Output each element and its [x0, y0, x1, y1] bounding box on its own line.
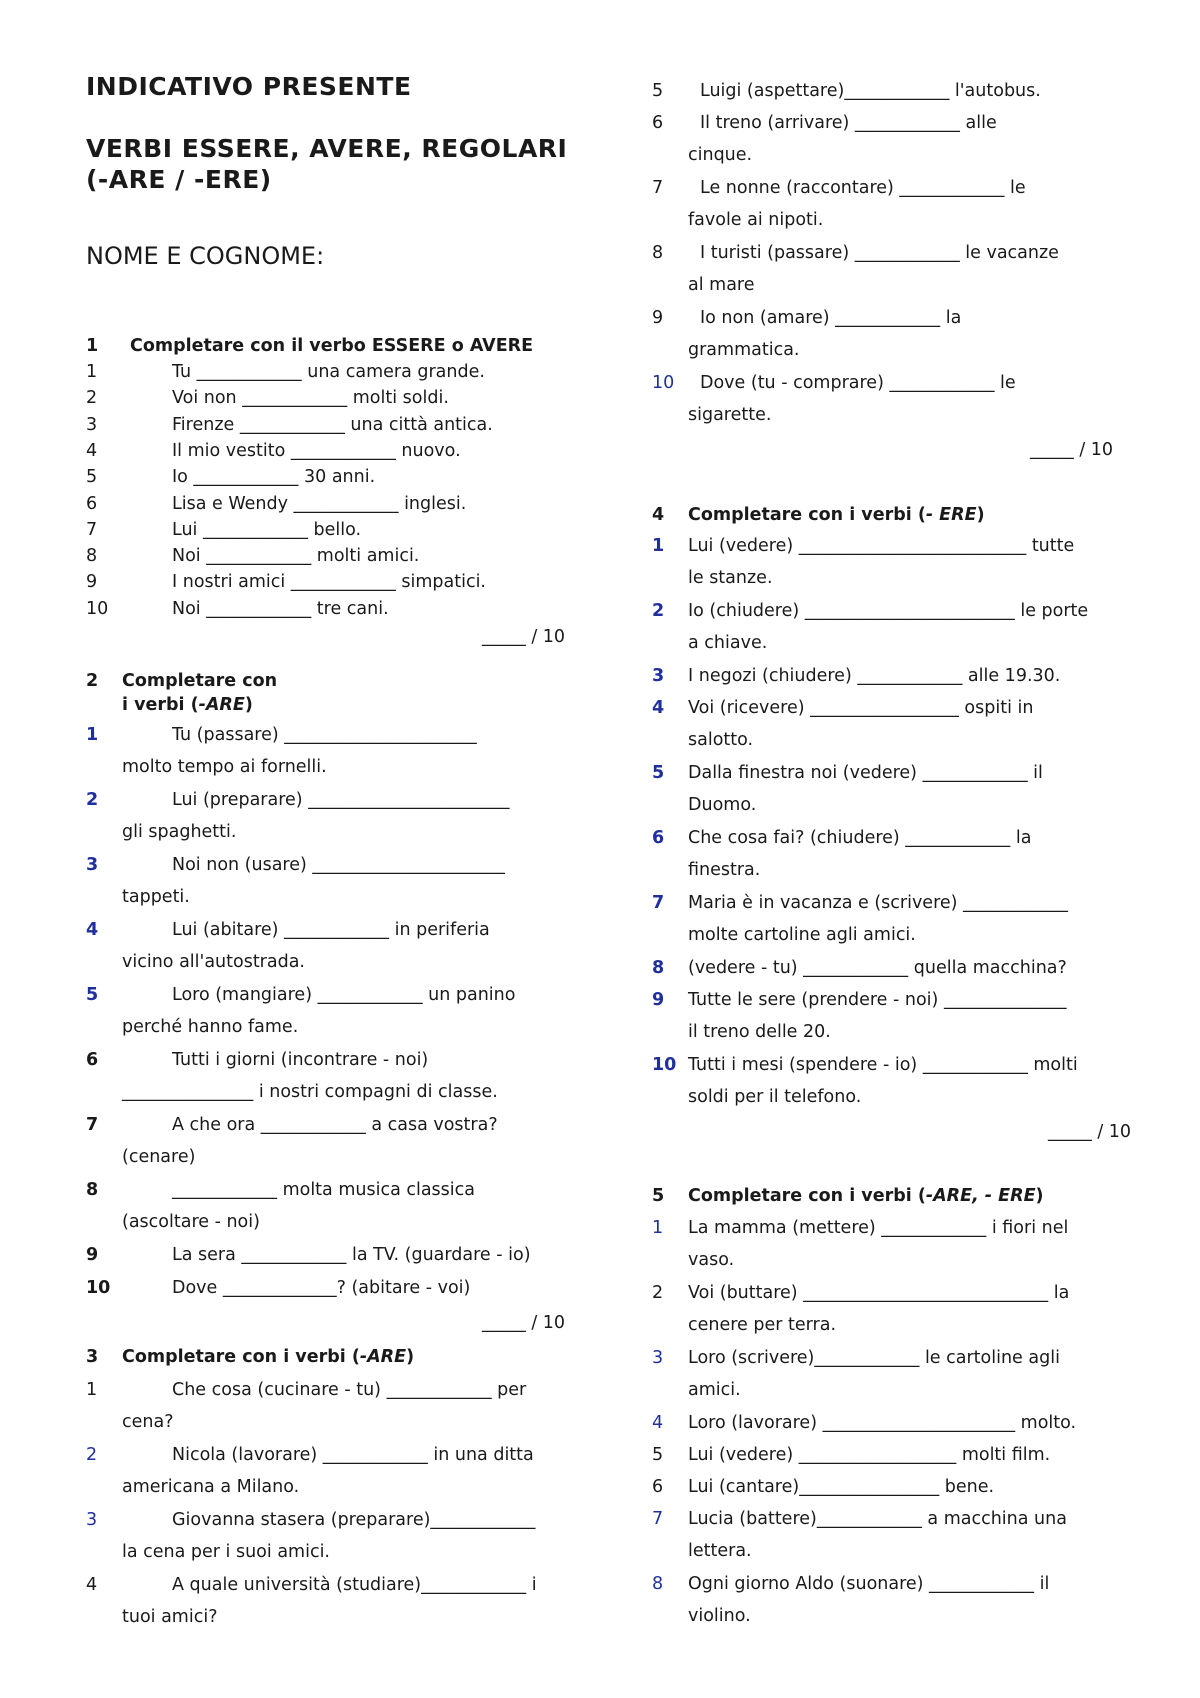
item-text-continued: amici. — [688, 1380, 741, 1400]
item-text: Voi (ricevere) _________________ ospiti in — [688, 698, 1034, 718]
item-text: La sera ____________ la TV. (guardare - io) — [172, 1245, 531, 1265]
section-1-score: _____ / 10 — [482, 627, 566, 647]
item-text-continued: tappeti. — [122, 887, 190, 907]
item-text-continued: _______________ i nostri compagni di classe. — [122, 1082, 498, 1102]
item-text: Che cosa (cucinare - tu) ____________ per — [172, 1380, 527, 1400]
item-number: 8 — [652, 1574, 664, 1594]
item-text: I negozi (chiudere) ____________ alle 19.30. — [688, 666, 1061, 686]
item-number: 10 — [86, 598, 109, 619]
item-text: Lui (preparare) _______________________ — [172, 790, 510, 810]
item-number: 4 — [652, 698, 665, 718]
item-text: Dove (tu - comprare) ____________ le — [700, 373, 1016, 393]
item-text: Tutti i giorni (incontrare - noi) — [172, 1050, 429, 1070]
item-number: 5 — [652, 81, 664, 101]
item-number: 6 — [86, 1050, 99, 1070]
item-text: Noi non (usare) ______________________ — [172, 855, 505, 875]
item-text-continued: perché hanno fame. — [122, 1017, 299, 1037]
item-number: 3 — [86, 1510, 98, 1530]
item-text: Giovanna stasera (preparare)____________ — [172, 1510, 536, 1530]
item-number: 3 — [652, 666, 665, 686]
section-title-line1: Completare con — [122, 671, 278, 691]
item-text-continued: finestra. — [688, 860, 761, 880]
item-number: 2 — [652, 601, 665, 621]
item-number: 9 — [86, 572, 98, 593]
item-number: 1 — [652, 536, 665, 556]
item-number: 1 — [86, 1380, 98, 1400]
item-text-continued: soldi per il telefono. — [688, 1087, 862, 1107]
item-text: Lucia (battere)____________ a macchina una — [688, 1509, 1067, 1529]
section-title: Completare con i verbi (-ARE) — [122, 1347, 415, 1367]
item-number: 8 — [86, 1180, 99, 1200]
item-text: Tutti i mesi (spendere - io) ____________ molti — [688, 1055, 1078, 1075]
item-text: Noi ____________ molti amici. — [172, 546, 420, 567]
item-number: 7 — [86, 519, 98, 540]
item-number: 8 — [652, 958, 665, 978]
item-text: Voi (buttare) ____________________________ la — [688, 1283, 1070, 1303]
item-text: Noi ____________ tre cani. — [172, 598, 389, 619]
item-text: Tu ____________ una camera grande. — [172, 362, 485, 382]
item-text-continued: la cena per i suoi amici. — [122, 1542, 330, 1562]
item-number: 7 — [652, 178, 664, 198]
item-text: Io ____________ 30 anni. — [172, 467, 376, 488]
item-text: La mamma (mettere) ____________ i fiori nel — [688, 1218, 1069, 1238]
item-text-continued: cinque. — [688, 145, 753, 165]
item-text: Io (chiudere) ________________________ le porte — [688, 601, 1089, 621]
item-text: Il treno (arrivare) ____________ alle — [700, 113, 997, 133]
item-text: Che cosa fai? (chiudere) ____________ la — [688, 828, 1032, 848]
item-text-continued: molte cartoline agli amici. — [688, 925, 916, 945]
section-title: Completare con i verbi (-ARE, - ERE) — [688, 1186, 1044, 1206]
item-text: Ogni giorno Aldo (suonare) ____________ il — [688, 1574, 1050, 1594]
item-number: 1 — [652, 1218, 664, 1238]
item-number: 4 — [652, 1413, 664, 1433]
item-number: 9 — [652, 990, 665, 1010]
item-text: Loro (mangiare) ____________ un panino — [172, 985, 516, 1005]
section-title: Completare con il verbo ESSERE o AVERE — [130, 336, 534, 356]
item-text: Dalla finestra noi (vedere) ____________ il — [688, 763, 1043, 783]
item-text-continued: sigarette. — [688, 405, 772, 425]
item-number: 6 — [652, 113, 664, 133]
item-text: Lui (vedere) __________________ molti film. — [688, 1445, 1051, 1465]
item-number: 6 — [86, 493, 98, 514]
item-number: 5 — [652, 1445, 664, 1465]
item-text: A che ora ____________ a casa vostra? — [172, 1115, 498, 1135]
item-text-continued: americana a Milano. — [122, 1477, 300, 1497]
section-number: 4 — [652, 505, 665, 525]
item-text: Io non (amare) ____________ la — [700, 308, 962, 328]
item-text: Loro (scrivere)____________ le cartoline agli — [688, 1348, 1060, 1368]
item-number: 4 — [86, 440, 98, 461]
item-text: Lisa e Wendy ____________ inglesi. — [172, 493, 467, 514]
item-text-continued: cena? — [122, 1412, 174, 1432]
item-text-continued: a chiave. — [688, 633, 768, 653]
item-text-continued: violino. — [688, 1606, 751, 1626]
item-text-continued: grammatica. — [688, 340, 800, 360]
item-text-continued: le stanze. — [688, 568, 773, 588]
item-number: 2 — [86, 790, 99, 810]
item-number: 2 — [86, 1445, 98, 1465]
item-text: Lui (cantare)________________ bene. — [688, 1477, 995, 1497]
section-number: 1 — [86, 336, 99, 356]
item-text: Tu (passare) ______________________ — [172, 725, 477, 745]
item-text-continued: il treno delle 20. — [688, 1022, 831, 1042]
item-number: 7 — [86, 1115, 99, 1135]
item-number: 2 — [86, 388, 98, 409]
item-number: 7 — [652, 1509, 664, 1529]
item-number: 3 — [86, 855, 99, 875]
item-text: Loro (lavorare) ______________________ molto. — [688, 1413, 1077, 1433]
item-number: 1 — [86, 362, 98, 382]
item-text: Il mio vestito ____________ nuovo. — [172, 440, 461, 461]
item-text: Luigi (aspettare)____________ l'autobus. — [700, 81, 1041, 101]
section-number: 5 — [652, 1186, 665, 1206]
item-text-continued: salotto. — [688, 730, 754, 750]
item-number: 5 — [86, 467, 98, 488]
page-subtitle-line2: (-ARE / -ERE) — [86, 165, 272, 194]
item-number: 3 — [86, 414, 98, 435]
item-text: Lui (abitare) ____________ in periferia — [172, 920, 490, 940]
item-text-continued: vaso. — [688, 1250, 735, 1270]
item-text: Firenze ____________ una città antica. — [172, 414, 493, 435]
item-text: Le nonne (raccontare) ____________ le — [700, 178, 1026, 198]
name-label: NOME E COGNOME: — [86, 242, 325, 270]
section-number: 2 — [86, 671, 99, 691]
item-number: 1 — [86, 725, 99, 745]
section-title: Completare con i verbi (- ERE) — [688, 505, 985, 525]
item-number: 10 — [652, 373, 675, 393]
item-text: A quale università (studiare)____________ i — [172, 1575, 537, 1595]
item-text-continued: Duomo. — [688, 795, 757, 815]
item-number: 8 — [86, 546, 98, 567]
item-text-continued: tuoi amici? — [122, 1607, 218, 1627]
item-text-continued: favole ai nipoti. — [688, 210, 824, 230]
section-2-score: _____ / 10 — [482, 1313, 566, 1333]
section-title-line2: i verbi (-ARE) — [122, 695, 253, 715]
item-number: 10 — [652, 1055, 677, 1075]
item-text: I turisti (passare) ____________ le vacanze — [700, 243, 1059, 263]
item-number: 9 — [86, 1245, 99, 1265]
item-number: 5 — [652, 763, 665, 783]
item-number: 4 — [86, 1575, 98, 1595]
item-text: Maria è in vacanza e (scrivere) ____________ — [688, 893, 1069, 913]
item-text: Dove _____________? (abitare - voi) — [172, 1278, 471, 1298]
item-number: 6 — [652, 1477, 664, 1497]
item-number: 2 — [652, 1283, 664, 1303]
item-text-continued: (cenare) — [122, 1147, 196, 1167]
item-text: I nostri amici ____________ simpatici. — [172, 572, 486, 593]
item-text-continued: cenere per terra. — [688, 1315, 837, 1335]
item-text: Tutte le sere (prendere - noi) ______________ — [688, 990, 1067, 1010]
item-text-continued: (ascoltare - noi) — [122, 1212, 260, 1232]
item-text: Lui (vedere) __________________________ tutte — [688, 536, 1075, 556]
item-text: Lui ____________ bello. — [172, 519, 362, 540]
item-number: 5 — [86, 985, 99, 1005]
item-text: ____________ molta musica classica — [172, 1180, 476, 1200]
section-3-score: _____ / 10 — [1030, 440, 1114, 460]
item-number: 4 — [86, 920, 99, 940]
item-number: 6 — [652, 828, 665, 848]
page-title: INDICATIVO PRESENTE — [86, 72, 412, 101]
item-number: 7 — [652, 893, 665, 913]
item-number: 8 — [652, 243, 664, 263]
item-number: 3 — [652, 1348, 664, 1368]
item-text-continued: al mare — [688, 275, 755, 295]
item-text: Nicola (lavorare) ____________ in una ditta — [172, 1445, 534, 1465]
item-number: 10 — [86, 1278, 111, 1298]
section-number: 3 — [86, 1347, 99, 1367]
section-4-score: _____ / 10 — [1048, 1122, 1132, 1142]
item-number: 9 — [652, 308, 664, 328]
item-text-continued: molto tempo ai fornelli. — [122, 757, 327, 777]
item-text: Voi non ____________ molti soldi. — [172, 388, 449, 409]
item-text-continued: vicino all'autostrada. — [122, 952, 305, 972]
item-text: (vedere - tu) ____________ quella macchina? — [688, 958, 1067, 978]
page-subtitle-line1: VERBI ESSERE, AVERE, REGOLARI — [86, 134, 568, 163]
item-text-continued: lettera. — [688, 1541, 752, 1561]
item-text-continued: gli spaghetti. — [122, 822, 237, 842]
